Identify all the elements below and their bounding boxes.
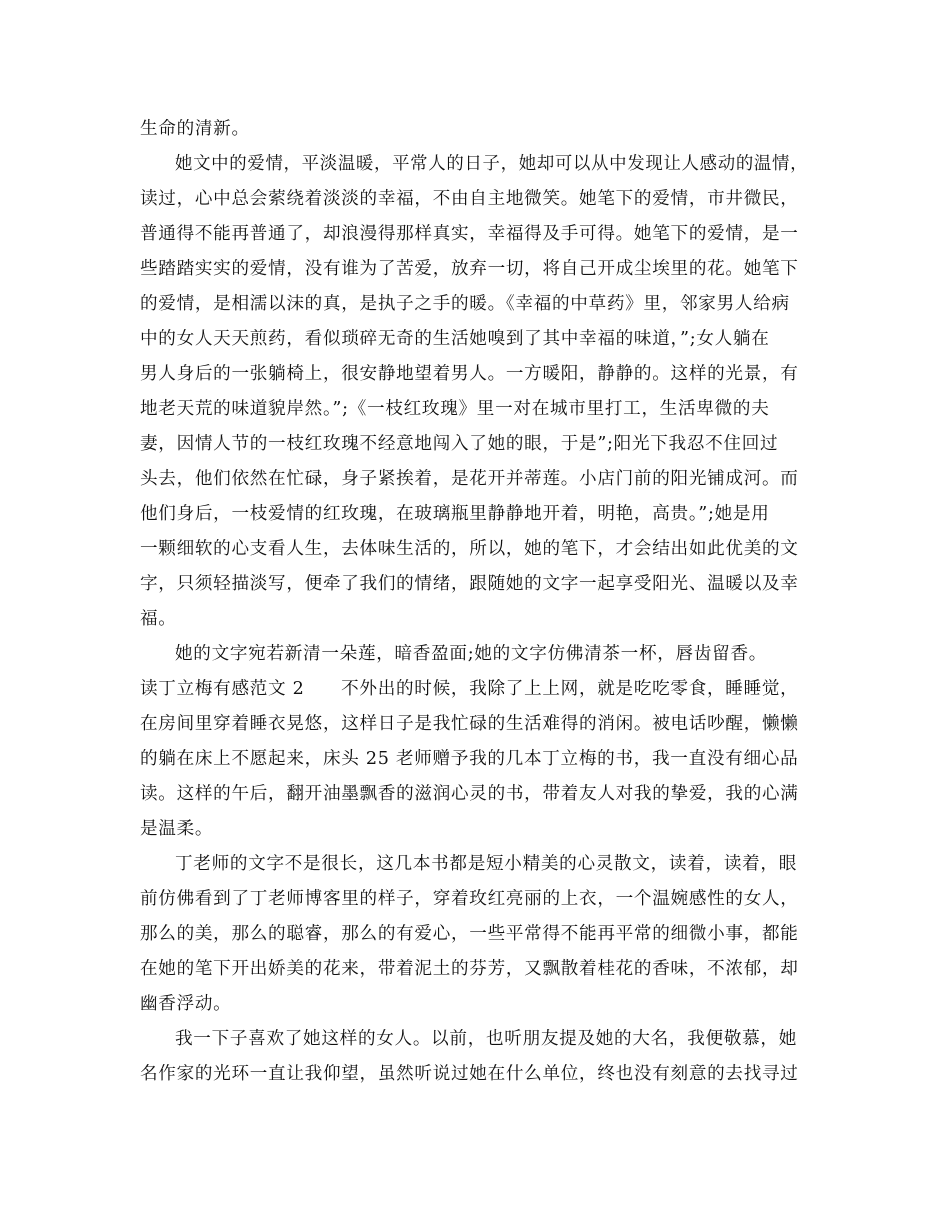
text-line: 前仿佛看到了丁老师博客里的样子，穿着玫红亮丽的上衣，一个温婉感性的女人， xyxy=(140,889,799,909)
text-line: 头去，他们依然在忙碌，身子紧挨着，是花开并蒂莲。小店门前的阳光铺成河。而 xyxy=(140,469,799,489)
text-line: 在房间里穿着睡衣晃悠，这样日子是我忙碌的生活难得的消闲。被电话吵醒，懒懒 xyxy=(140,714,799,734)
text-line: 地老天荒的味道貌岸然。”;《一枝红玫瑰》里一对在城市里打工，生活卑微的夫 xyxy=(140,399,770,419)
text-line: 他们身后，一枝爱情的红玫瑰，在玻璃瓶里静静地开着，明艳，高贵。”;她是用 xyxy=(140,504,770,524)
text-line: 读。这样的午后，翻开油墨飘香的滋润心灵的书，带着友人对我的挚爱，我的心满 xyxy=(140,784,799,804)
text-line: 生命的清新。 xyxy=(140,119,250,139)
text-line: 普通得不能再普通了，却浪漫得那样真实，幸福得及手可得。她笔下的爱情，是一 xyxy=(140,224,799,244)
text-line: 那么的美，那么的聪睿，那么的有爱心，一些平常得不能再平常的细微小事，都能 xyxy=(140,924,799,944)
text-line: 幽香浮动。 xyxy=(140,994,232,1014)
section-heading-line: 读丁立梅有感范文 2 不外出的时候，我除了上上网，就是吃吃零食，睡睡觉， xyxy=(140,679,799,699)
text-line: 是温柔。 xyxy=(140,819,214,839)
text-line: 男人身后的一张躺椅上，很安静地望着男人。一方暖阳，静静的。这样的光景，有 xyxy=(140,364,799,384)
text-line: 丁老师的文字不是很长，这几本书都是短小精美的心灵散文，读着，读着，眼 xyxy=(175,854,797,874)
text-line: 的躺在床上不愿起来，床头 25 老师赠予我的几本丁立梅的书，我一直没有细心品 xyxy=(140,749,799,769)
text-line: 她文中的爱情，平淡温暖，平常人的日子，她却可以从中发现让人感动的温情， xyxy=(175,154,809,174)
text-line: 福。 xyxy=(140,609,177,629)
text-line: 她的文字宛若新清一朵莲，暗香盈面;她的文字仿佛清茶一杯，唇齿留香。 xyxy=(175,644,768,664)
text-line: 我一下子喜欢了她这样的女人。以前，也听朋友提及她的大名，我便敬慕，她 xyxy=(175,1029,797,1049)
text-line: 妻，因情人节的一枝红玫瑰不经意地闯入了她的眼，于是”;阳光下我忍不住回过 xyxy=(140,434,779,454)
text-line: 读过，心中总会萦绕着淡淡的幸福，不由自主地微笑。她笔下的爱情，市井微民， xyxy=(140,189,799,209)
text-line: 些踏踏实实的爱情，没有谁为了苦爱，放弃一切，将自己开成尘埃里的花。她笔下 xyxy=(140,259,799,279)
text-line: 中的女人天天煎药，看似琐碎无奇的生活她嗅到了其中幸福的味道，”;女人躺在 xyxy=(140,329,770,349)
text-line: 名作家的光环一直让我仰望，虽然听说过她在什么单位，终也没有刻意的去找寻过 xyxy=(140,1064,799,1084)
text-line: 一颗细软的心支看人生，去体味生活的，所以，她的笔下，才会结出如此优美的文 xyxy=(140,539,799,559)
text-line: 的爱情，是相濡以沫的真，是执子之手的暖。《幸福的中草药》里，邻家男人给病 xyxy=(140,294,790,314)
text-line: 在她的笔下开出娇美的花来，带着泥土的芬芳，又飘散着桂花的香味，不浓郁，却 xyxy=(140,959,799,979)
text-line: 字，只须轻描淡写，便牵了我们的情绪，跟随她的文字一起享受阳光、温暖以及幸 xyxy=(140,574,799,594)
